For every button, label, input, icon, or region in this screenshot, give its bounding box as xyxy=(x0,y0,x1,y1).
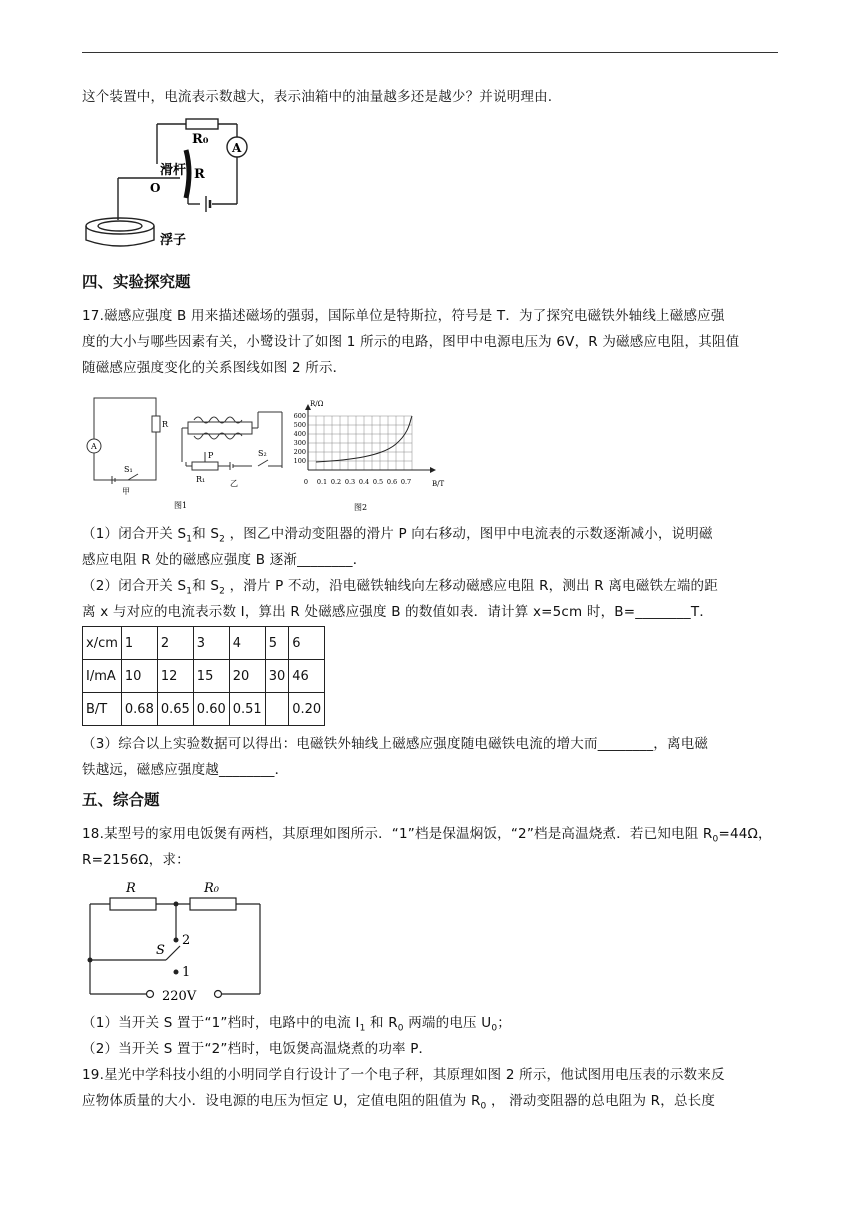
q17-data-table xyxy=(82,626,325,726)
q18-part-1: （1）当开关 S 置于“1”档时，电路中的电流 $I_1$ 和 $R_0$ 两端的电压 $U_0$； xyxy=(82,1015,511,1034)
q17-part-1-line-1: （1）闭合开关 $S_1$和 $S_2$ ，图乙中滑动变阻器的滑片 P 向右移动，图甲中电流表的示数逐渐减小，说明磁 xyxy=(82,526,713,545)
fig1-yi-label: 乙 xyxy=(230,479,238,488)
table-row xyxy=(83,627,325,660)
table-cell: 0.51 xyxy=(229,693,265,726)
fig2-xtick: 0.4 xyxy=(358,478,370,486)
q17-figure-2 xyxy=(292,398,452,518)
oil-r0-label: R₀ xyxy=(192,132,209,147)
table-cell: I/mA xyxy=(83,660,122,693)
intro-question: 这个装置中，电流表示数越大，表示油箱中的油量越多还是越少？并说明理由. xyxy=(82,89,553,105)
oil-ammeter-label: A xyxy=(232,141,242,155)
fig2-ytick: 100 xyxy=(293,457,306,465)
fig1-r1-label: R₁ xyxy=(196,475,206,484)
oil-o-label: O xyxy=(150,181,161,195)
q18-r-label: R xyxy=(126,881,136,896)
fig2-xtick: 0.1 xyxy=(316,478,328,486)
table-cell: 10 xyxy=(121,660,157,693)
table-cell: 0.20 xyxy=(289,693,325,726)
q17-line-1: 17.磁感应强度 B 用来描述磁场的强弱，国际单位是特斯拉，符号是 T．为了探究电磁铁外轴线上磁感应强 xyxy=(82,308,725,324)
table-cell: x/cm xyxy=(83,627,122,660)
q17-figure-1 xyxy=(82,390,292,515)
fig1-jia-label: 甲 xyxy=(122,487,130,496)
q17-part-3-line-2: 铁越远，磁感应强度越________． xyxy=(82,762,289,778)
q17-line-2: 度的大小与哪些因素有关，小鹭设计了如图 1 所示的电路，图甲中电源电压为 6V，R 为磁感应电阻，其阻值 xyxy=(82,334,740,350)
q17-part-3-line-1: （3）综合以上实验数据可以得出：电磁铁外轴线上磁感应强度随电磁铁电流的增大而________，离电磁 xyxy=(82,736,709,752)
q18-line-2: R=2156Ω，求： xyxy=(82,852,190,868)
fig2-xtick: 0.2 xyxy=(330,478,342,486)
fig2-ytick: 400 xyxy=(293,430,306,438)
table-cell: 1 xyxy=(121,627,157,660)
table-cell: B/T xyxy=(83,693,122,726)
table-row xyxy=(83,660,325,693)
q18-circuit-figure xyxy=(82,876,272,1006)
q18-pos1-label: 1 xyxy=(182,965,191,980)
table-row xyxy=(83,693,325,726)
fig1-caption: 图1 xyxy=(174,501,188,510)
table-cell: 0.68 xyxy=(121,693,157,726)
table-cell: 20 xyxy=(229,660,265,693)
fig1-r-label: R xyxy=(162,420,169,429)
oil-slider-label: 滑杆 xyxy=(160,163,187,178)
q17-part-1-line-2: 感应电阻 R 处的磁感应强度 B 逐渐________． xyxy=(82,552,367,568)
fig1-p-label: P xyxy=(208,451,214,460)
q18-line-1: 18.某型号的家用电饭煲有两档，其原理如图所示．“1”档是保温焖饭，“2”档是高温烧煮．若已知电阻 $R_0=44\Omega$， xyxy=(82,826,772,845)
oil-gauge-figure xyxy=(82,112,252,252)
fig2-xtick: 0.5 xyxy=(372,478,384,486)
q18-voltage-label: 220V xyxy=(162,989,197,1004)
fig1-s2-label: S₂ xyxy=(258,449,267,458)
fig2-xtick: 0.6 xyxy=(386,478,398,486)
fig2-xtick: 0.3 xyxy=(344,478,356,486)
table-cell: 12 xyxy=(157,660,193,693)
q17-part-2-line-2: 离 x 与对应的电流表示数 I，算出 R 处磁感应强度 B 的数值如表．请计算 x=5cm 时，B=________T． xyxy=(82,604,714,620)
fig2-xtick: 0.7 xyxy=(400,478,412,486)
table-cell: 3 xyxy=(193,627,229,660)
table-cell: 46 xyxy=(289,660,325,693)
q18-r0-label: R₀ xyxy=(204,881,219,896)
section-5-heading: 五、综合题 xyxy=(82,791,160,809)
fig1-s1-label: S₁ xyxy=(124,465,133,474)
table-cell: 5 xyxy=(265,627,289,660)
q18-pos2-label: 2 xyxy=(182,933,191,948)
fig2-ytick: 500 xyxy=(293,421,306,429)
table-cell: 30 xyxy=(265,660,289,693)
table-cell: 4 xyxy=(229,627,265,660)
fig2-xaxis-label: B/T xyxy=(432,480,445,488)
oil-r-label: R xyxy=(194,167,205,182)
table-cell: 0.60 xyxy=(193,693,229,726)
fig2-ytick: 300 xyxy=(293,439,306,447)
fig2-caption: 图2 xyxy=(354,503,368,512)
q17-part-2-line-1: （2）闭合开关 $S_1$和 $S_2$ ，滑片 P 不动，沿电磁铁轴线向左移动磁感应电阻 R，测出 R 离电磁铁左端的距 xyxy=(82,578,718,597)
q19-line-2: 应物体质量的大小．设电源的电压为恒定 U，定值电阻的阻值为 $R_0$ ， 滑动变阻器的总电阻为 R，总长度 xyxy=(82,1093,716,1112)
q18-part-2: （2）当开关 S 置于“2”档时，电饭煲高温烧煮的功率 P． xyxy=(82,1041,433,1057)
header-rule xyxy=(82,52,778,53)
table-cell: 0.65 xyxy=(157,693,193,726)
table-cell: 15 xyxy=(193,660,229,693)
fig2-ytick: 600 xyxy=(293,412,306,420)
section-4-heading: 四、实验探究题 xyxy=(82,273,191,291)
table-cell xyxy=(265,693,289,726)
fig2-yaxis-label: R/Ω xyxy=(310,400,324,408)
q17-line-3: 随磁感应强度变化的关系图线如图 2 所示． xyxy=(82,360,347,376)
q19-line-1: 19.星光中学科技小组的小明同学自行设计了一个电子秤，其原理如图 2 所示，他试图用电压表的示数来反 xyxy=(82,1067,725,1083)
fig2-xtick: 0 xyxy=(303,478,309,486)
fig1-ammeter-label: A xyxy=(91,442,97,451)
q18-s-label: S xyxy=(156,943,165,958)
fig2-ytick: 200 xyxy=(293,448,306,456)
table-cell: 2 xyxy=(157,627,193,660)
oil-float-label: 浮子 xyxy=(160,233,187,248)
table-cell: 6 xyxy=(289,627,325,660)
